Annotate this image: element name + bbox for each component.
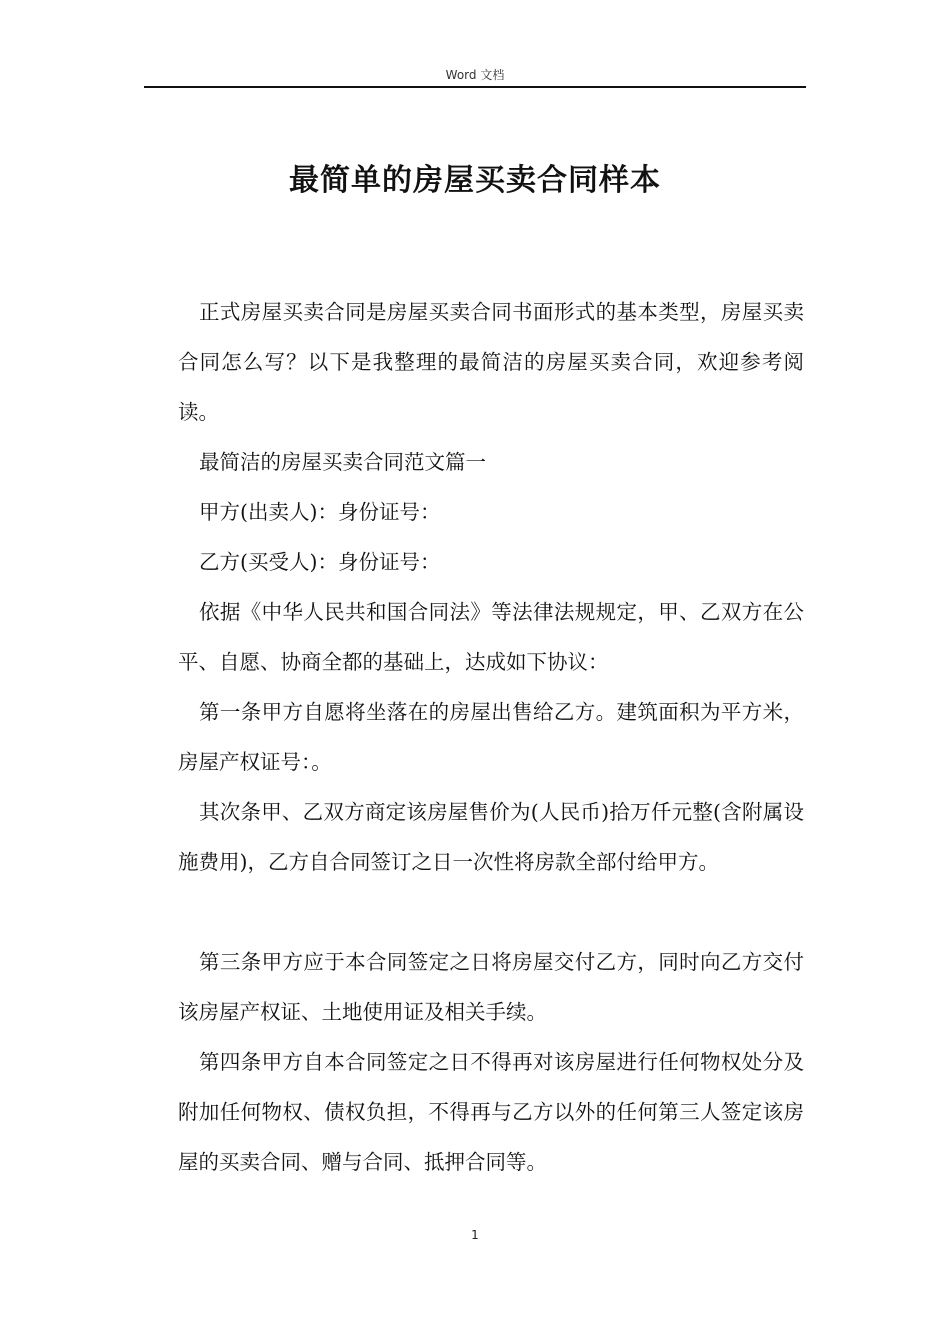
paragraph-section-heading: 最简洁的房屋买卖合同范文篇一 bbox=[199, 450, 486, 474]
paragraph-party-b: 乙方(买受人)：身份证号： bbox=[199, 550, 441, 574]
paragraph-article-2: 其次条甲、乙双方商定该房屋售价为(人民币)拾万仟元整(含附属设施费用)，乙方自合同签订之日一次性将房款全部付给甲方。 bbox=[178, 800, 804, 874]
document-body bbox=[178, 287, 804, 1187]
paragraph-party-a: 甲方(出卖人)：身份证号： bbox=[199, 500, 441, 524]
paragraph-article-4: 第四条甲方自本合同签定之日不得再对该房屋进行任何物权处分及附加任何物权、债权负担，不得再与乙方以外的任何第三人签定该房屋的买卖合同、赠与合同、抵押合同等。 bbox=[178, 1050, 804, 1174]
paragraph-article-3: 第三条甲方应于本合同签定之日将房屋交付乙方，同时向乙方交付该房屋产权证、土地使用证及相关手续。 bbox=[178, 950, 804, 1024]
paragraph-intro: 正式房屋买卖合同是房屋买卖合同书面形式的基本类型，房屋买卖合同怎么写？以下是我整理的最简洁的房屋买卖合同，欢迎参考阅读。 bbox=[178, 300, 804, 424]
page-header: Word 文档 bbox=[445, 68, 505, 82]
document-title: 最简单的房屋买卖合同样本 bbox=[289, 163, 661, 198]
page-number: 1 bbox=[471, 1228, 479, 1242]
header-divider bbox=[144, 86, 806, 88]
paragraph-article-1: 第一条甲方自愿将坐落在的房屋出售给乙方。建筑面积为平方米，房屋产权证号：。 bbox=[178, 700, 804, 774]
paragraph-basis: 依据《中华人民共和国合同法》等法律法规规定，甲、乙双方在公平、自愿、协商全都的基础上，达成如下协议： bbox=[178, 600, 804, 674]
